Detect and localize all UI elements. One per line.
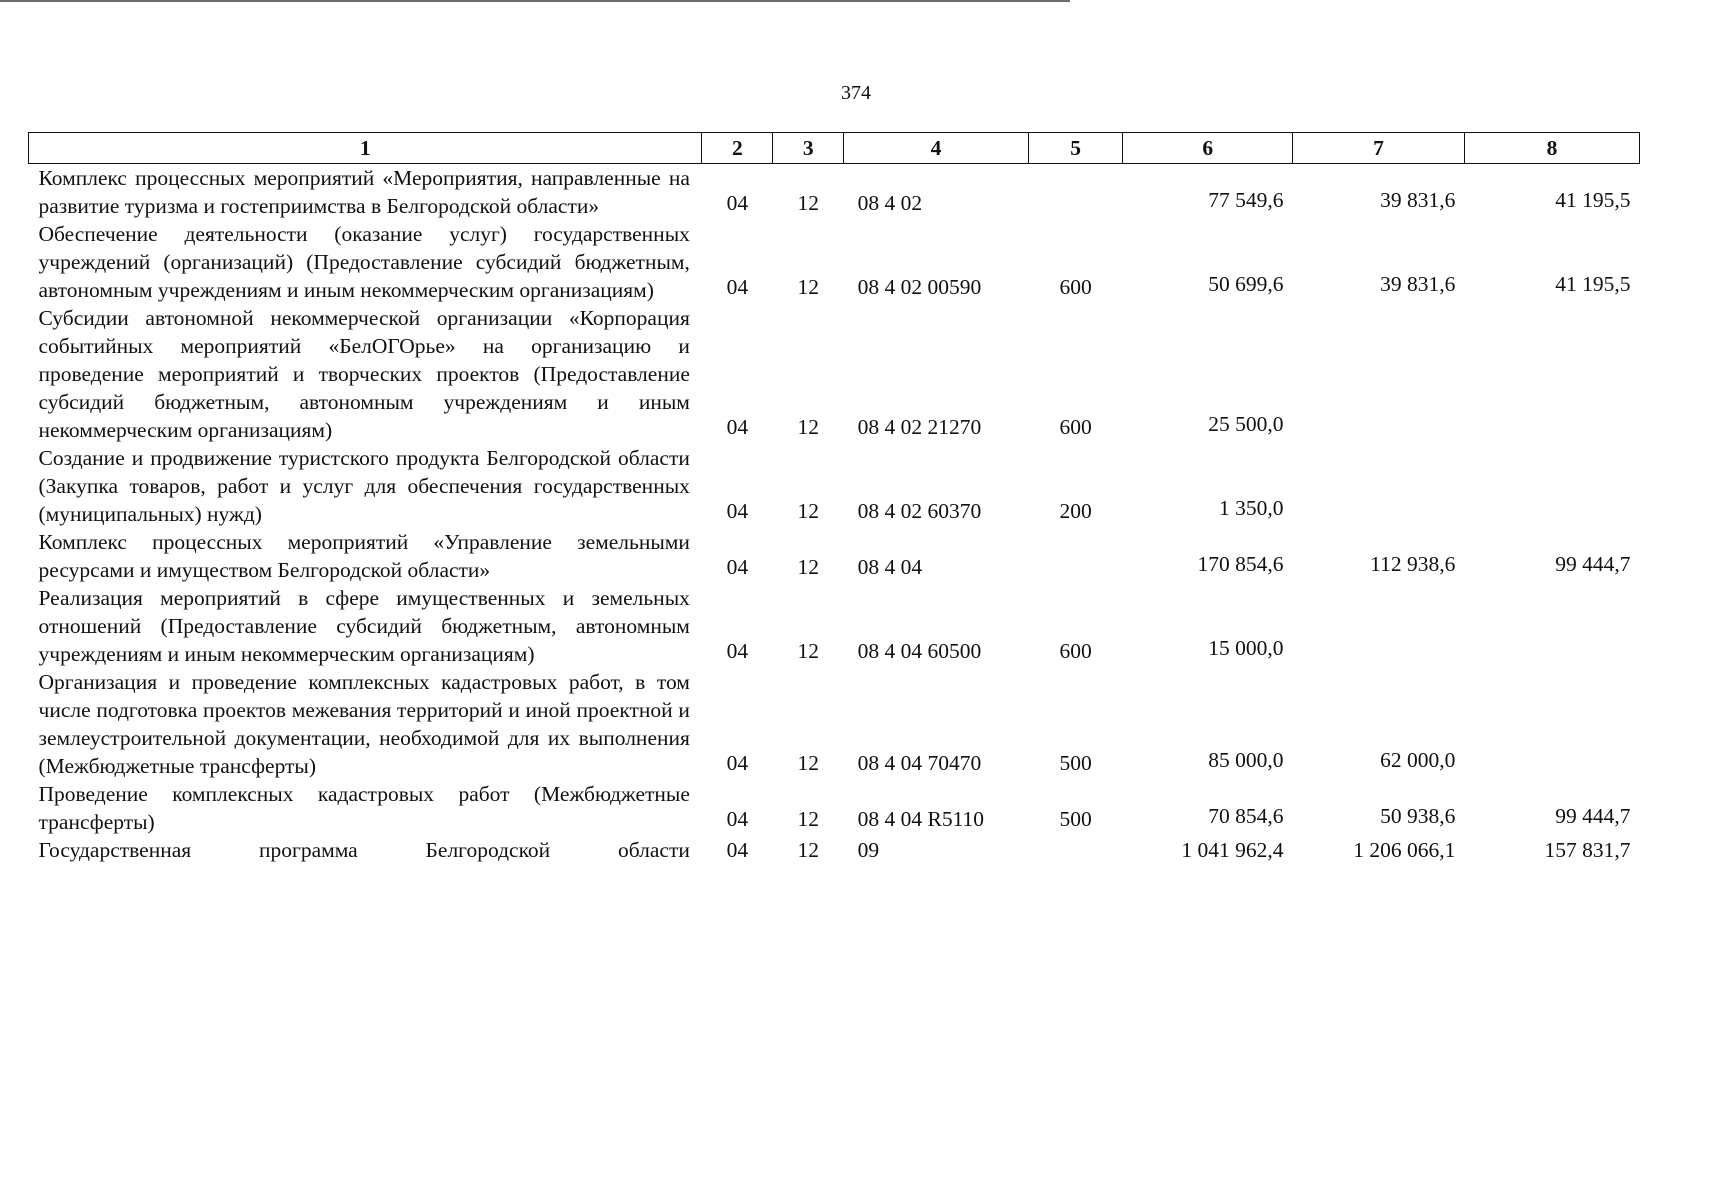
row-name: Проведение комплексных кадастровых работ (Межбюджетные трансферты): [38, 782, 690, 834]
column-number-header: [29, 133, 1640, 164]
amount-column-6: 25 500,0: [1208, 412, 1284, 436]
amount-column-8: 99 444,7: [1555, 804, 1631, 828]
amount-column-8: 157 831,7: [1544, 838, 1631, 862]
expense-type-code: [1028, 836, 1123, 864]
row-name: Создание и продвижение туристского продукта Белгородской области (Закупка товаров, работ и услуг для обеспечения государственных (муниципальных) нужд): [38, 446, 690, 526]
budget-table: [28, 132, 1640, 864]
subsection-code: 12: [797, 499, 819, 523]
amount-column-7: 112 938,6: [1370, 552, 1456, 576]
column-header-5: 5: [1028, 133, 1123, 164]
amount-column-7: 62 000,0: [1380, 748, 1456, 772]
subsection-code: 12: [797, 807, 819, 831]
amount-column-7: 39 831,6: [1380, 188, 1456, 212]
subsection-code: 12: [797, 555, 819, 579]
section-code: 04: [726, 275, 749, 299]
section-code: 04: [726, 555, 749, 579]
target-article-code: 08 4 02 60370: [857, 499, 982, 523]
table-row: [29, 668, 1640, 780]
amount-column-6: 50 699,6: [1208, 272, 1284, 296]
section-code: 04: [726, 191, 749, 215]
target-article-code: 08 4 04: [857, 555, 923, 579]
subsection-code: 12: [797, 275, 819, 299]
column-header-1: 1: [29, 133, 702, 164]
amount-column-8: [1464, 668, 1639, 780]
section-code: 04: [726, 639, 749, 663]
scan-edge-line: [0, 0, 1070, 2]
expense-type-code: 500: [1059, 807, 1092, 831]
column-header-8: 8: [1464, 133, 1639, 164]
expense-type-code: [1028, 528, 1123, 584]
amount-column-7: 1 206 066,1: [1353, 838, 1456, 862]
target-article-code: 08 4 02 00590: [857, 275, 982, 299]
amount-column-7: [1293, 304, 1465, 444]
amount-column-8: [1464, 584, 1639, 668]
section-code: 04: [726, 751, 749, 775]
amount-column-8: [1464, 304, 1639, 444]
section-code: 04: [726, 838, 749, 862]
target-article-code: 08 4 04 R5110: [857, 807, 985, 831]
expense-type-code: [1028, 164, 1123, 221]
column-header-2: 2: [702, 133, 773, 164]
subsection-code: 12: [797, 415, 819, 439]
expense-type-code: 600: [1059, 639, 1092, 663]
budget-table-container: [28, 132, 1640, 864]
amount-column-8: [1464, 444, 1639, 528]
subsection-code: 12: [797, 751, 819, 775]
table-row: [29, 304, 1640, 444]
subsection-code: 12: [797, 838, 819, 862]
target-article-code: 08 4 04 60500: [857, 639, 982, 663]
row-name: Государственная программа Белгородской области: [38, 838, 690, 862]
section-code: 04: [726, 499, 749, 523]
section-code: 04: [726, 807, 749, 831]
table-row: [29, 528, 1640, 584]
amount-column-6: 15 000,0: [1208, 636, 1284, 660]
column-header-4: 4: [844, 133, 1029, 164]
target-article-code: 08 4 02 21270: [857, 415, 982, 439]
page-number: 374: [841, 82, 871, 104]
amount-column-8: 41 195,5: [1555, 272, 1631, 296]
expense-type-code: 500: [1059, 751, 1092, 775]
row-name: Обеспечение деятельности (оказание услуг) государственных учреждений (организаций) (Предоставление субсидий бюджетным, автономным учреждениям и иным некоммерческим организациям): [38, 222, 690, 302]
amount-column-7: 39 831,6: [1380, 272, 1456, 296]
row-name: Реализация мероприятий в сфере имущественных и земельных отношений (Предоставление субсидий бюджетным, автономным учреждениям и иным некоммерческим организациям): [38, 586, 690, 666]
row-name: Комплекс процессных мероприятий «Мероприятия, направленные на развитие туризма и гостеприимства в Белгородской области»: [38, 166, 690, 218]
column-header-6: 6: [1123, 133, 1293, 164]
table-row: [29, 584, 1640, 668]
table-row: [29, 164, 1640, 221]
amount-column-6: 170 854,6: [1197, 552, 1284, 576]
amount-column-6: 77 549,6: [1208, 188, 1284, 212]
column-header-3: 3: [773, 133, 844, 164]
row-name: Организация и проведение комплексных кадастровых работ, в том числе подготовка проектов межевания территорий и иной проектной и землеустроительной документации, необходимой для их выполнения (Межбюджетные трансферты): [38, 670, 690, 778]
row-name: Субсидии автономной некоммерческой организации «Корпорация событийных мероприятий «БелОГОрье» на организацию и проведение мероприятий и творческих проектов (Предоставление субсидий бюджетным, автономным учреждениям и иным некоммерческим организациям): [38, 306, 690, 442]
table-row: [29, 220, 1640, 304]
column-header-7: 7: [1293, 133, 1465, 164]
expense-type-code: 600: [1059, 275, 1092, 299]
expense-type-code: 600: [1059, 415, 1092, 439]
target-article-code: 08 4 02: [857, 191, 923, 215]
table-row: [29, 836, 1640, 864]
amount-column-6: 1 041 962,4: [1181, 838, 1284, 862]
expense-type-code: 200: [1059, 499, 1092, 523]
subsection-code: 12: [797, 639, 819, 663]
amount-column-8: 99 444,7: [1555, 552, 1631, 576]
table-row: [29, 780, 1640, 836]
subsection-code: 12: [797, 191, 819, 215]
amount-column-7: 50 938,6: [1380, 804, 1456, 828]
target-article-code: 08 4 04 70470: [857, 751, 982, 775]
target-article-code: 09: [857, 838, 880, 862]
amount-column-6: 1 350,0: [1219, 496, 1284, 520]
amount-column-8: 41 195,5: [1555, 188, 1631, 212]
section-code: 04: [726, 415, 749, 439]
row-name: Комплекс процессных мероприятий «Управление земельными ресурсами и имуществом Белгородской области»: [38, 530, 690, 582]
table-row: [29, 444, 1640, 528]
amount-column-6: 85 000,0: [1208, 748, 1284, 772]
amount-column-7: [1293, 584, 1465, 668]
amount-column-6: 70 854,6: [1208, 804, 1284, 828]
amount-column-7: [1293, 444, 1465, 528]
